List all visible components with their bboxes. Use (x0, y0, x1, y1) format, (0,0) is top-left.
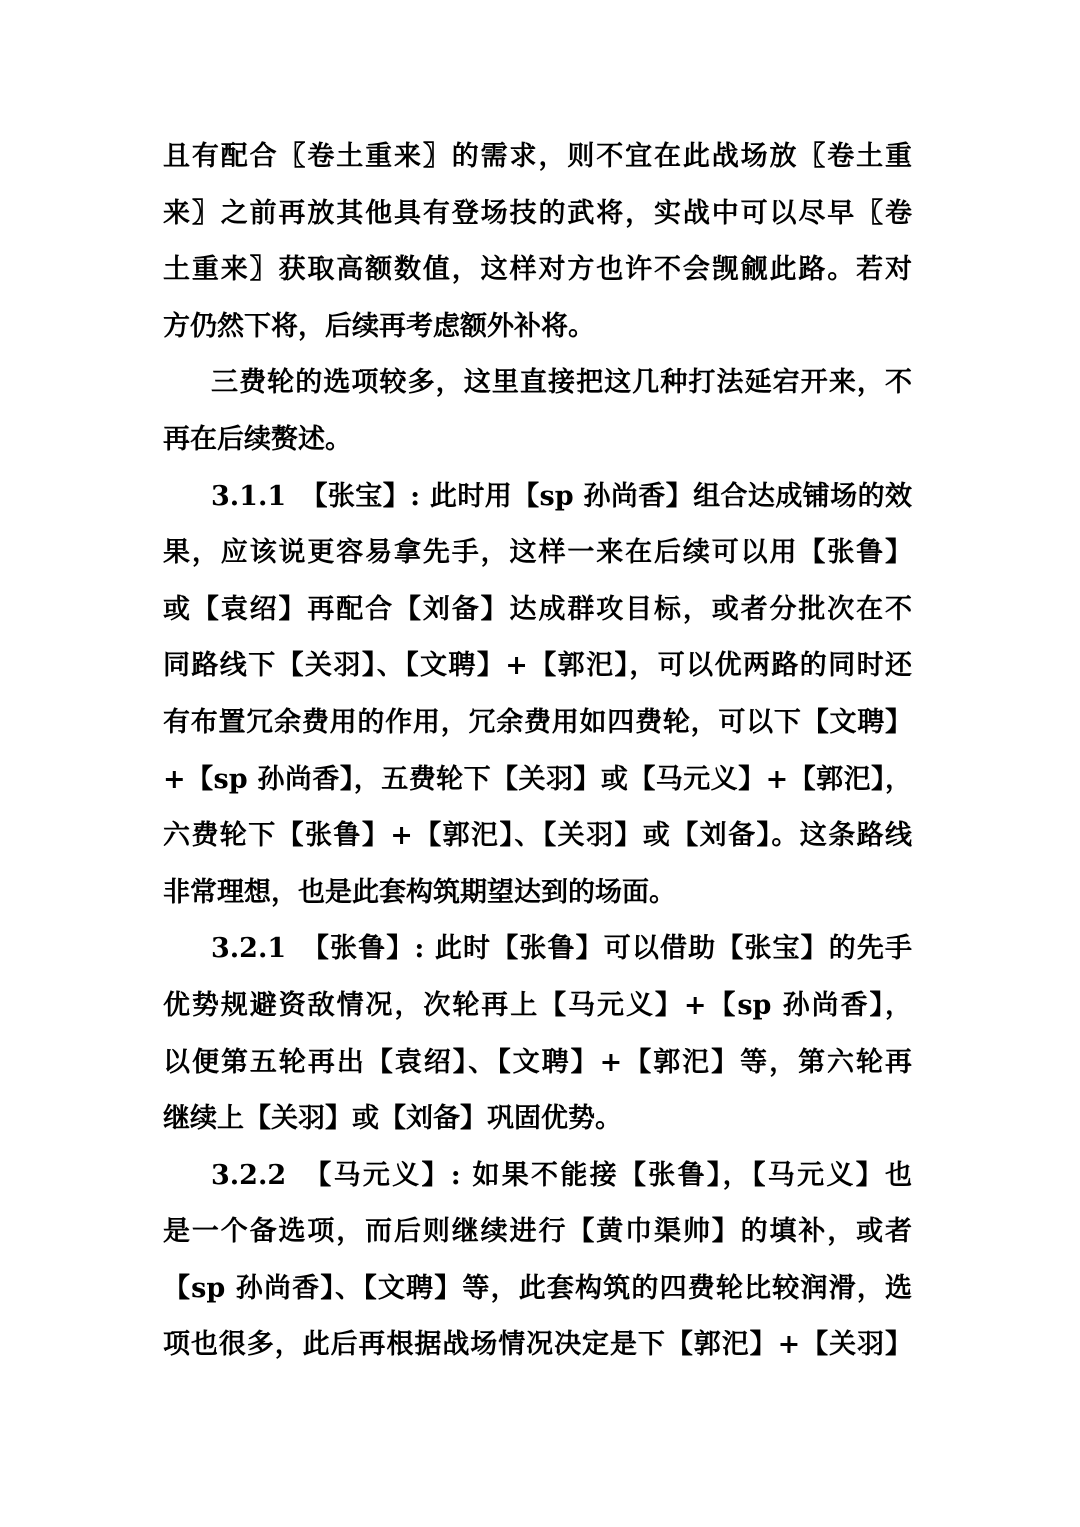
text-line: 非常理想，也是此套构筑期望达到的场面。 (163, 876, 676, 908)
text-line: 有布置冗余费用的作用，冗余费用如四费轮，可以下【文聘】 (163, 706, 912, 738)
text-line: 【sp 孙尚香】、【文聘】等，此套构筑的四费轮比较润滑，选 (163, 1272, 912, 1304)
text-line: 3.2.2 【马元义】: 如果不能接【张鲁】，【马元义】也 (211, 1159, 912, 1191)
text-line: 是一个备选项，而后则继续进行【黄巾渠帅】的填补，或者 (163, 1216, 912, 1248)
paragraph (163, 355, 912, 468)
text-line: 或【袁绍】再配合【刘备】达成群攻目标，或者分批次在不 (163, 593, 912, 625)
paragraph (163, 129, 912, 355)
paragraph (163, 921, 912, 1147)
text-line: 以便第五轮再出【袁绍】、【文聘】+【郭汜】等，第六轮再 (163, 1046, 912, 1078)
paragraph (163, 469, 912, 922)
text-line: 再在后续赘述。 (163, 423, 352, 455)
text-line: 3.2.1 【张鲁】: 此时【张鲁】可以借助【张宝】的先手 (211, 933, 912, 965)
text-line: 土重来〗获取高额数值，这样对方也许不会觊觎此路。若对 (163, 254, 912, 286)
text-block (163, 129, 912, 1374)
text-line: 且有配合〖卷土重来〗的需求，则不宜在此战场放〖卷土重 (163, 141, 912, 172)
text-line: +【sp 孙尚香】，五费轮下【关羽】或【马元义】+【郭汜】， (163, 763, 912, 795)
text-line: 3.1.1 【张宝】: 此时用【sp 孙尚香】组合达成铺场的效 (211, 480, 912, 512)
text-line: 优势规避资敌情况，次轮再上【马元义】+【sp 孙尚香】， (163, 989, 912, 1021)
text-line: 方仍然下将，后续再考虑额外补将。 (163, 310, 595, 342)
text-line: 六费轮下【张鲁】+【郭汜】、【关羽】或【刘备】。这条路线 (163, 820, 912, 852)
text-line: 继续上【关羽】或【刘备】巩固优势。 (163, 1103, 622, 1135)
text-line: 来〗之前再放其他具有登场技的武将，实战中可以尽早〖卷 (163, 197, 912, 229)
text-line: 三费轮的选项较多，这里直接把这几种打法延宕开来，不 (211, 367, 912, 399)
text-line: 项也很多，此后再根据战场情况决定是下【郭汜】+【关羽】 (163, 1329, 912, 1361)
text-line: 同路线下【关羽】、【文聘】+【郭汜】，可以优两路的同时还 (163, 650, 912, 682)
paragraph (163, 1148, 912, 1374)
text-line: 果，应该说更容易拿先手，这样一来在后续可以用【张鲁】 (163, 537, 912, 569)
